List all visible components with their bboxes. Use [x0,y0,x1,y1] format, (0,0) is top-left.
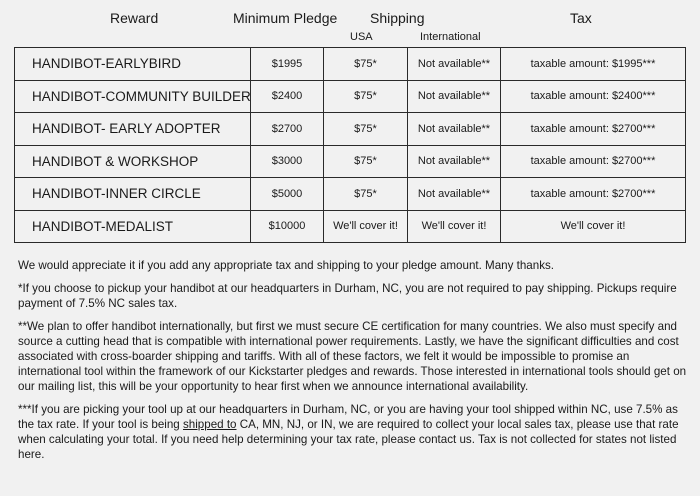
international-shipping-cell: Not available** [408,113,501,146]
notes [18,258,690,470]
tax-note-part2: CA, MN, NJ, or IN, we are required to collect your local sales tax, please use that rate when calculating your total. If you need help determining your tax rate, please contact us. Tax is not collected for states not listed here. [18,418,679,461]
header-international: International [420,31,481,43]
pledge-cell: $2400 [251,80,324,113]
tax-cell: taxable amount: $2700*** [501,113,686,146]
reward-name-cell: HANDIBOT-COMMUNITY BUILDER [15,80,251,113]
header-minimum-pledge: Minimum Pledge [233,10,338,26]
tax-cell: taxable amount: $1995*** [501,48,686,81]
pledge-cell: $5000 [251,178,324,211]
usa-shipping-cell: $75* [324,48,408,81]
tax-cell: taxable amount: $2400*** [501,80,686,113]
pledge-cell: $2700 [251,113,324,146]
thanks-note: We would appreciate it if you add any appropriate tax and shipping to your pledge amount. Many thanks. [18,259,555,272]
reward-name-cell: HANDIBOT-MEDALIST [15,210,251,243]
international-shipping-cell: We'll cover it! [408,210,501,243]
table-row [15,48,686,81]
table-row [15,113,686,146]
international-shipping-cell: Not available** [408,48,501,81]
tax-cell: We'll cover it! [501,210,686,243]
usa-shipping-cell: $75* [324,80,408,113]
shipped-to-link: shipped to [182,418,237,431]
reward-name-cell: HANDIBOT-INNER CIRCLE [15,178,251,211]
shipping-note: *If you choose to pickup your handibot at our headquarters in Durham, NC, you are not required to pay shipping. Pickups require payment of 7.5% NC sales tax. [18,282,677,310]
rewards-table [14,47,686,243]
pledge-cell: $3000 [251,145,324,178]
international-shipping-cell: Not available** [408,80,501,113]
reward-name-cell: HANDIBOT- EARLY ADOPTER [15,113,251,146]
table-row [15,80,686,113]
pledge-cell: $10000 [251,210,324,243]
table-row [15,178,686,211]
table-row [15,210,686,243]
usa-shipping-cell: $75* [324,113,408,146]
international-shipping-cell: Not available** [408,178,501,211]
international-shipping-cell: Not available** [408,145,501,178]
reward-name-cell: HANDIBOT & WORKSHOP [15,145,251,178]
international-note: **We plan to offer handibot internationally, but first we must secure CE certification for many countries. We also must specify and source a cutting head that is compatible with international power requirements. Lastly, we have the significant difficulties and cost associated with cross-boarder shipping and tariffs. With all of these factors, we felt it would be impossible to promise an international tool within the framework of our Kickstarter pledges and rewards. Those interested in international tools should get on our mailing list, this will be your opportunity to hear first when we announce international availability. [18,320,687,393]
reward-name-cell: HANDIBOT-EARLYBIRD [15,48,251,81]
tax-note-part1: ***If you are picking your tool up at our headquarters in Durham, NC, or you are having your tool shipped within NC, use 7.5% as the tax rate. If your tool is being [18,403,678,431]
header-usa: USA [350,31,373,43]
tax-cell: taxable amount: $2700*** [501,145,686,178]
table-row [15,145,686,178]
usa-shipping-cell: We'll cover it! [324,210,408,243]
tax-cell: taxable amount: $2700*** [501,178,686,211]
usa-shipping-cell: $75* [324,178,408,211]
header-shipping: Shipping [370,10,425,26]
pledge-cell: $1995 [251,48,324,81]
header-tax: Tax [570,10,592,26]
usa-shipping-cell: $75* [324,145,408,178]
tax-note [18,402,690,462]
header-reward: Reward [110,10,159,26]
